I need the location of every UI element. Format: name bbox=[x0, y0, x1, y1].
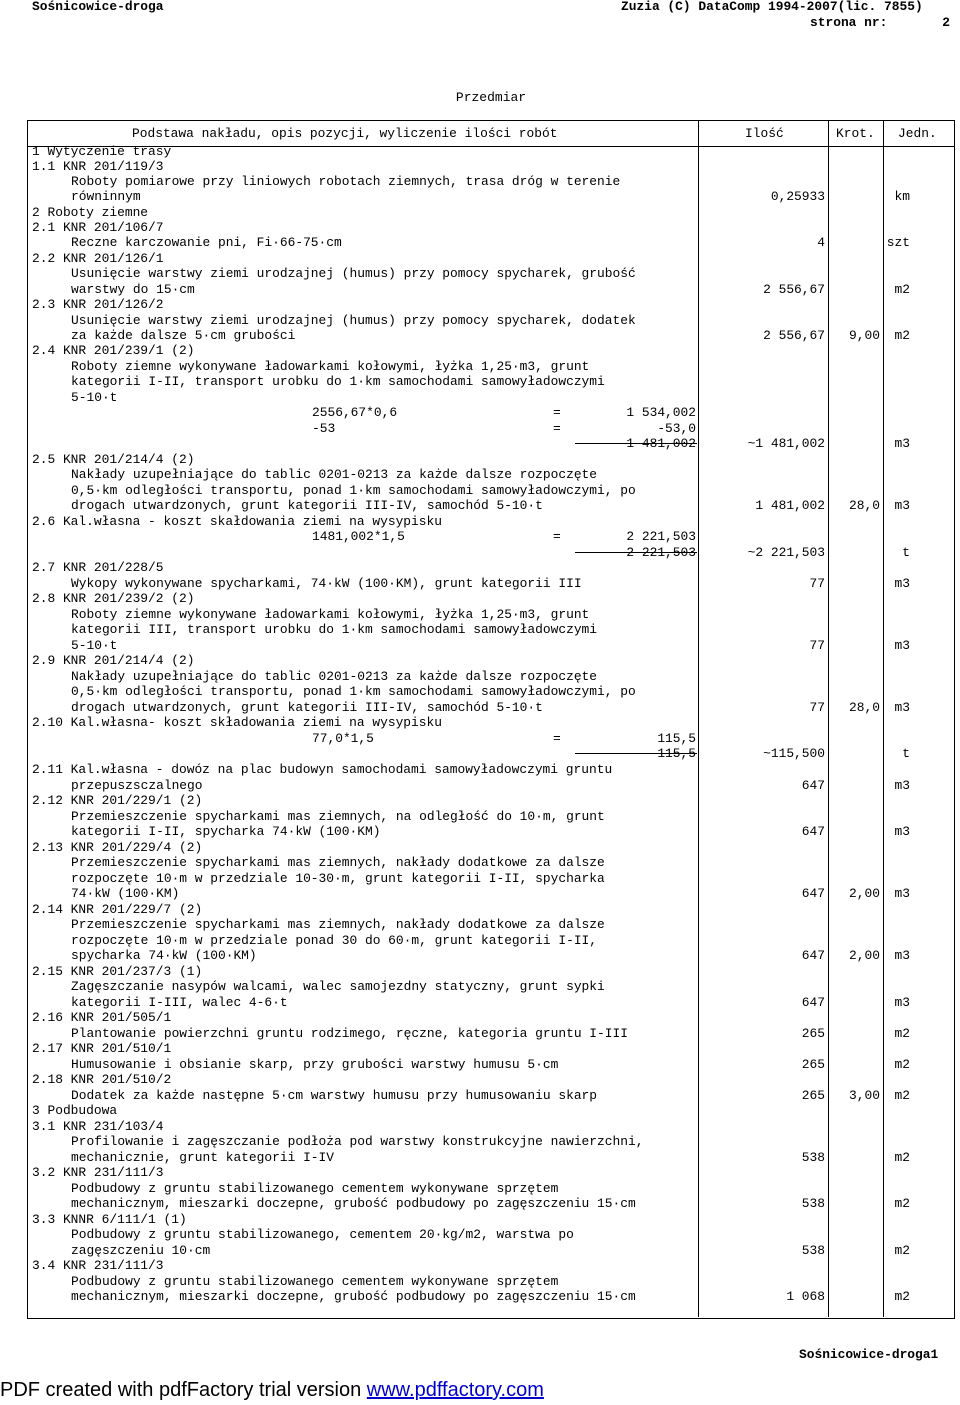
row-text: 2.7 KNR 201/228/5 bbox=[32, 560, 164, 575]
row-text: 2.11 Kal.własna - dowóz na plac budowyn samochodami samowyładowczymi gruntu bbox=[32, 762, 613, 777]
row-text: rozpoczęte 10·m w przedziale ponad 30 do 60·m, grunt kategorii I-II, bbox=[71, 933, 598, 948]
multiplier-value: 2,00 bbox=[849, 886, 880, 901]
unit-value: m3 bbox=[894, 700, 910, 715]
quantity-value: 1 481,002 bbox=[755, 498, 825, 513]
row-text: 0,5·km odległości transportu, ponad 1·km samochodami samowyładowczymi, po bbox=[71, 483, 636, 498]
row-text: spycharka 74·kW (100·KM) bbox=[71, 948, 257, 963]
row-text: przepuszsczalnego bbox=[71, 778, 203, 793]
row-text: rozpoczęte 10·m w przedziale 10-30·m, grunt kategorii I-II, spycharka bbox=[71, 871, 605, 886]
document-footer-name: Sośnicowice-droga1 bbox=[799, 1347, 939, 1362]
quantity-value: 77 bbox=[809, 638, 825, 653]
calculation-value: 115,5 bbox=[657, 746, 696, 761]
calculation-value: 115,5 bbox=[657, 731, 696, 746]
row-text: = bbox=[553, 421, 561, 436]
row-text: 3.4 KNR 231/111/3 bbox=[32, 1258, 164, 1273]
quantity-value: 0,25933 bbox=[770, 189, 825, 204]
quantity-value: 1 068 bbox=[786, 1289, 825, 1304]
row-text: 3.2 KNR 231/111/3 bbox=[32, 1165, 164, 1180]
row-text: 2.6 Kal.własna - koszt skałdowania ziemi na wysypisku bbox=[32, 514, 442, 529]
pdf-notice-text: PDF created with pdfFactory trial version bbox=[0, 1379, 367, 1401]
row-text: 5-10·t bbox=[71, 638, 118, 653]
row-text: równinnym bbox=[71, 189, 141, 204]
unit-value: m2 bbox=[894, 1243, 910, 1258]
row-text: 2.2 KNR 201/126/1 bbox=[32, 251, 164, 266]
row-text: Przemieszczenie spycharkami mas ziemnych, na odległość do 10·m, grunt bbox=[71, 809, 605, 824]
unit-value: m3 bbox=[894, 638, 910, 653]
row-text: zagęszczeniu 10·cm bbox=[71, 1243, 211, 1258]
column-divider-unit bbox=[883, 120, 884, 1317]
calculation-value: 1 534,002 bbox=[626, 405, 696, 420]
row-text: Profilowanie i zagęszczanie podłoża pod warstwy konstrukcyjne nawierzchni, bbox=[71, 1134, 644, 1149]
row-text: 1.1 KNR 201/119/3 bbox=[32, 159, 164, 174]
row-text: 77,0*1,5 bbox=[312, 731, 374, 746]
quantity-value: 647 bbox=[801, 824, 825, 839]
calculation-value: -53,0 bbox=[657, 421, 696, 436]
column-header-description: Podstawa nakładu, opis pozycji, wyliczenie ilości robót bbox=[132, 126, 558, 141]
unit-value: m2 bbox=[894, 1289, 910, 1304]
unit-value: m3 bbox=[894, 498, 910, 513]
row-text: mechanicznie, grunt kategorii I-IV bbox=[71, 1150, 335, 1165]
row-text: Usunięcie warstwy ziemi urodzajnej (humus) przy pomocy spycharek, dodatek bbox=[71, 313, 636, 328]
row-text: Nakłady uzupełniające do tablic 0201-0213 za każde dalsze rozpoczęte bbox=[71, 467, 598, 482]
row-text: Humusowanie i obsianie skarp, przy grubości warstwy humusu 5·cm bbox=[71, 1057, 559, 1072]
unit-value: m2 bbox=[894, 1057, 910, 1072]
row-text: kategorii III, transport urobku do 1·km samochodami samowyładowczymi bbox=[71, 622, 598, 637]
column-divider-krot bbox=[828, 120, 829, 1317]
unit-value: m3 bbox=[894, 995, 910, 1010]
software-license: Zuzia (C) DataComp 1994-2007(lic. 7855) bbox=[621, 0, 923, 14]
row-text: Przemieszczenie spycharkami mas ziemnych, nakłady dodatkowe za dalsze bbox=[71, 855, 605, 870]
page-number-label: strona nr: bbox=[810, 15, 888, 30]
quantity-value: 647 bbox=[801, 886, 825, 901]
quantity-value: ~1 481,002 bbox=[747, 436, 825, 451]
row-text: 2 Roboty ziemne bbox=[32, 205, 149, 220]
row-text: = bbox=[553, 405, 561, 420]
row-text: Dodatek za każde następne 5·cm warstwy humusu przy humusowaniu skarp bbox=[71, 1088, 598, 1103]
quantity-value: 647 bbox=[801, 995, 825, 1010]
row-text: Plantowanie powierzchni gruntu rodzimego, ręczne, kategoria gruntu I-III bbox=[71, 1026, 628, 1041]
row-text: 2556,67*0,6 bbox=[312, 405, 398, 420]
row-text: 2.8 KNR 201/239/2 (2) bbox=[32, 591, 195, 606]
quantity-value: 2 556,67 bbox=[763, 328, 825, 343]
quantity-value: 538 bbox=[801, 1243, 825, 1258]
row-text: 2.3 KNR 201/126/2 bbox=[32, 297, 164, 312]
quantity-value: 647 bbox=[801, 948, 825, 963]
row-text: Roboty ziemne wykonywane ładowarkami kołowymi, łyżka 1,25·m3, grunt bbox=[71, 359, 590, 374]
row-text: mechanicznym, mieszarki doczepne, grubość podbudowy po zagęszczeniu 15·cm bbox=[71, 1289, 636, 1304]
row-text: 2.15 KNR 201/237/3 (1) bbox=[32, 964, 203, 979]
row-text: 3.1 KNR 231/103/4 bbox=[32, 1119, 164, 1134]
quantity-value: 77 bbox=[809, 576, 825, 591]
unit-value: m2 bbox=[894, 1196, 910, 1211]
calculation-value: 2 221,503 bbox=[626, 545, 696, 560]
row-text: mechanicznym, mieszarki doczepne, grubość podbudowy po zagęszczeniu 15·cm bbox=[71, 1196, 636, 1211]
multiplier-value: 3,00 bbox=[849, 1088, 880, 1103]
row-text: 0,5·km odległości transportu, ponad 1·km samochodami samowyładowczymi, po bbox=[71, 684, 636, 699]
unit-value: m2 bbox=[894, 282, 910, 297]
row-text: Podbudowy z gruntu stabilizowanego cementem wykonywane sprzętem bbox=[71, 1181, 559, 1196]
unit-value: m2 bbox=[894, 1026, 910, 1041]
quantity-value: 265 bbox=[801, 1057, 825, 1072]
row-text: Roboty pomiarowe przy liniowych robotach ziemnych, trasa dróg w terenie bbox=[71, 174, 621, 189]
quantity-value: 4 bbox=[817, 235, 825, 250]
row-text: kategorii I-II, transport urobku do 1·km samochodami samowyładowczymi bbox=[71, 374, 605, 389]
row-text: kategorii I-II, spycharka 74·kW (100·KM) bbox=[71, 824, 381, 839]
multiplier-value: 28,0 bbox=[849, 700, 880, 715]
page-title: Przedmiar bbox=[455, 90, 527, 105]
row-text: 2.14 KNR 201/229/7 (2) bbox=[32, 902, 203, 917]
unit-value: m2 bbox=[894, 328, 910, 343]
row-text: 2.10 Kal.własna- koszt składowania ziemi na wysypisku bbox=[32, 715, 442, 730]
row-text: 74·kW (100·KM) bbox=[71, 886, 180, 901]
unit-value: t bbox=[902, 746, 910, 761]
row-text: Usunięcie warstwy ziemi urodzajnej (humus) przy pomocy spycharek, grubość bbox=[71, 266, 636, 281]
row-text: Zagęszczanie nasypów walcami, walec samojezdny statyczny, grunt sypki bbox=[71, 979, 605, 994]
quantity-value: ~115,500 bbox=[763, 746, 825, 761]
quantity-value: 538 bbox=[801, 1150, 825, 1165]
unit-value: m3 bbox=[894, 576, 910, 591]
row-text: drogach utwardzonych, grunt kategorii III-IV, samochód 5-10·t bbox=[71, 700, 543, 715]
row-text: kategorii I-III, walec 4-6·t bbox=[71, 995, 288, 1010]
row-text: 2.9 KNR 201/214/4 (2) bbox=[32, 653, 195, 668]
row-text: 2.18 KNR 201/510/2 bbox=[32, 1072, 172, 1087]
multiplier-value: 9,00 bbox=[849, 328, 880, 343]
row-text: 2.17 KNR 201/510/1 bbox=[32, 1041, 172, 1056]
unit-value: m3 bbox=[894, 436, 910, 451]
calculation-value: 2 221,503 bbox=[626, 529, 696, 544]
column-header-multiplier: Krot. bbox=[836, 126, 875, 141]
quantity-value: ~2 221,503 bbox=[747, 545, 825, 560]
row-text: 2.5 KNR 201/214/4 (2) bbox=[32, 452, 195, 467]
quantity-value: 77 bbox=[809, 700, 825, 715]
row-text: 5-10·t bbox=[71, 390, 118, 405]
quantity-value: 265 bbox=[801, 1088, 825, 1103]
row-text: = bbox=[553, 529, 561, 544]
row-text: Podbudowy z gruntu stabilizowanego, cementem 20·kg/m2, warstwa po bbox=[71, 1227, 574, 1242]
row-text: 2.16 KNR 201/505/1 bbox=[32, 1010, 172, 1025]
row-text: 2.12 KNR 201/229/1 (2) bbox=[32, 793, 203, 808]
quantity-value: 2 556,67 bbox=[763, 282, 825, 297]
unit-value: m3 bbox=[894, 824, 910, 839]
row-text: drogach utwardzonych, grunt kategorii III-IV, samochód 5-10·t bbox=[71, 498, 543, 513]
row-text: Nakłady uzupełniające do tablic 0201-0213 za każde dalsze rozpoczęte bbox=[71, 669, 598, 684]
row-text: = bbox=[553, 731, 561, 746]
unit-value: m2 bbox=[894, 1088, 910, 1103]
row-text: 2.4 KNR 201/239/1 (2) bbox=[32, 343, 195, 358]
quantity-value: 265 bbox=[801, 1026, 825, 1041]
document-name: Sośnicowice-droga bbox=[32, 0, 164, 14]
unit-value: km bbox=[894, 189, 910, 204]
unit-value: t bbox=[902, 545, 910, 560]
row-text: Przemieszczenie spycharkami mas ziemnych, nakłady dodatkowe za dalsze bbox=[71, 917, 605, 932]
row-text: -53 bbox=[312, 421, 336, 436]
row-text: warstwy do 15·cm bbox=[71, 282, 195, 297]
row-text: 2.13 KNR 201/229/4 (2) bbox=[32, 840, 203, 855]
quantity-value: 647 bbox=[801, 778, 825, 793]
row-text: Roboty ziemne wykonywane ładowarkami kołowymi, łyżka 1,25·m3, grunt bbox=[71, 607, 590, 622]
row-text: Podbudowy z gruntu stabilizowanego cementem wykonywane sprzętem bbox=[71, 1274, 559, 1289]
pdf-notice bbox=[0, 1379, 544, 1402]
column-divider-qty bbox=[698, 120, 699, 1317]
pdf-notice-link[interactable]: www.pdffactory.com bbox=[366, 1379, 544, 1401]
multiplier-value: 28,0 bbox=[849, 498, 880, 513]
column-header-quantity: Ilość bbox=[745, 126, 784, 141]
row-text: 2.1 KNR 201/106/7 bbox=[32, 220, 164, 235]
row-text: 1 Wytyczenie trasy bbox=[32, 144, 172, 159]
row-text: Wykopy wykonywane spycharkami, 74·kW (100·KM), grunt kategorii III bbox=[71, 576, 582, 591]
unit-value: m3 bbox=[894, 948, 910, 963]
row-text: 3 Podbudowa bbox=[32, 1103, 118, 1118]
row-text: 3.3 KNNR 6/111/1 (1) bbox=[32, 1212, 187, 1227]
row-text: 1481,002*1,5 bbox=[312, 529, 405, 544]
unit-value: szt bbox=[886, 235, 910, 250]
unit-value: m3 bbox=[894, 778, 910, 793]
unit-value: m2 bbox=[894, 1150, 910, 1165]
multiplier-value: 2,00 bbox=[849, 948, 880, 963]
page-number: 2 bbox=[942, 15, 950, 30]
row-text: za każde dalsze 5·cm grubości bbox=[71, 328, 296, 343]
unit-value: m3 bbox=[894, 886, 910, 901]
quantity-value: 538 bbox=[801, 1196, 825, 1211]
calculation-value: 1 481,002 bbox=[626, 436, 696, 451]
column-header-unit: Jedn. bbox=[898, 126, 937, 141]
row-text: Reczne karczowanie pni, Fi·66-75·cm bbox=[71, 235, 342, 250]
